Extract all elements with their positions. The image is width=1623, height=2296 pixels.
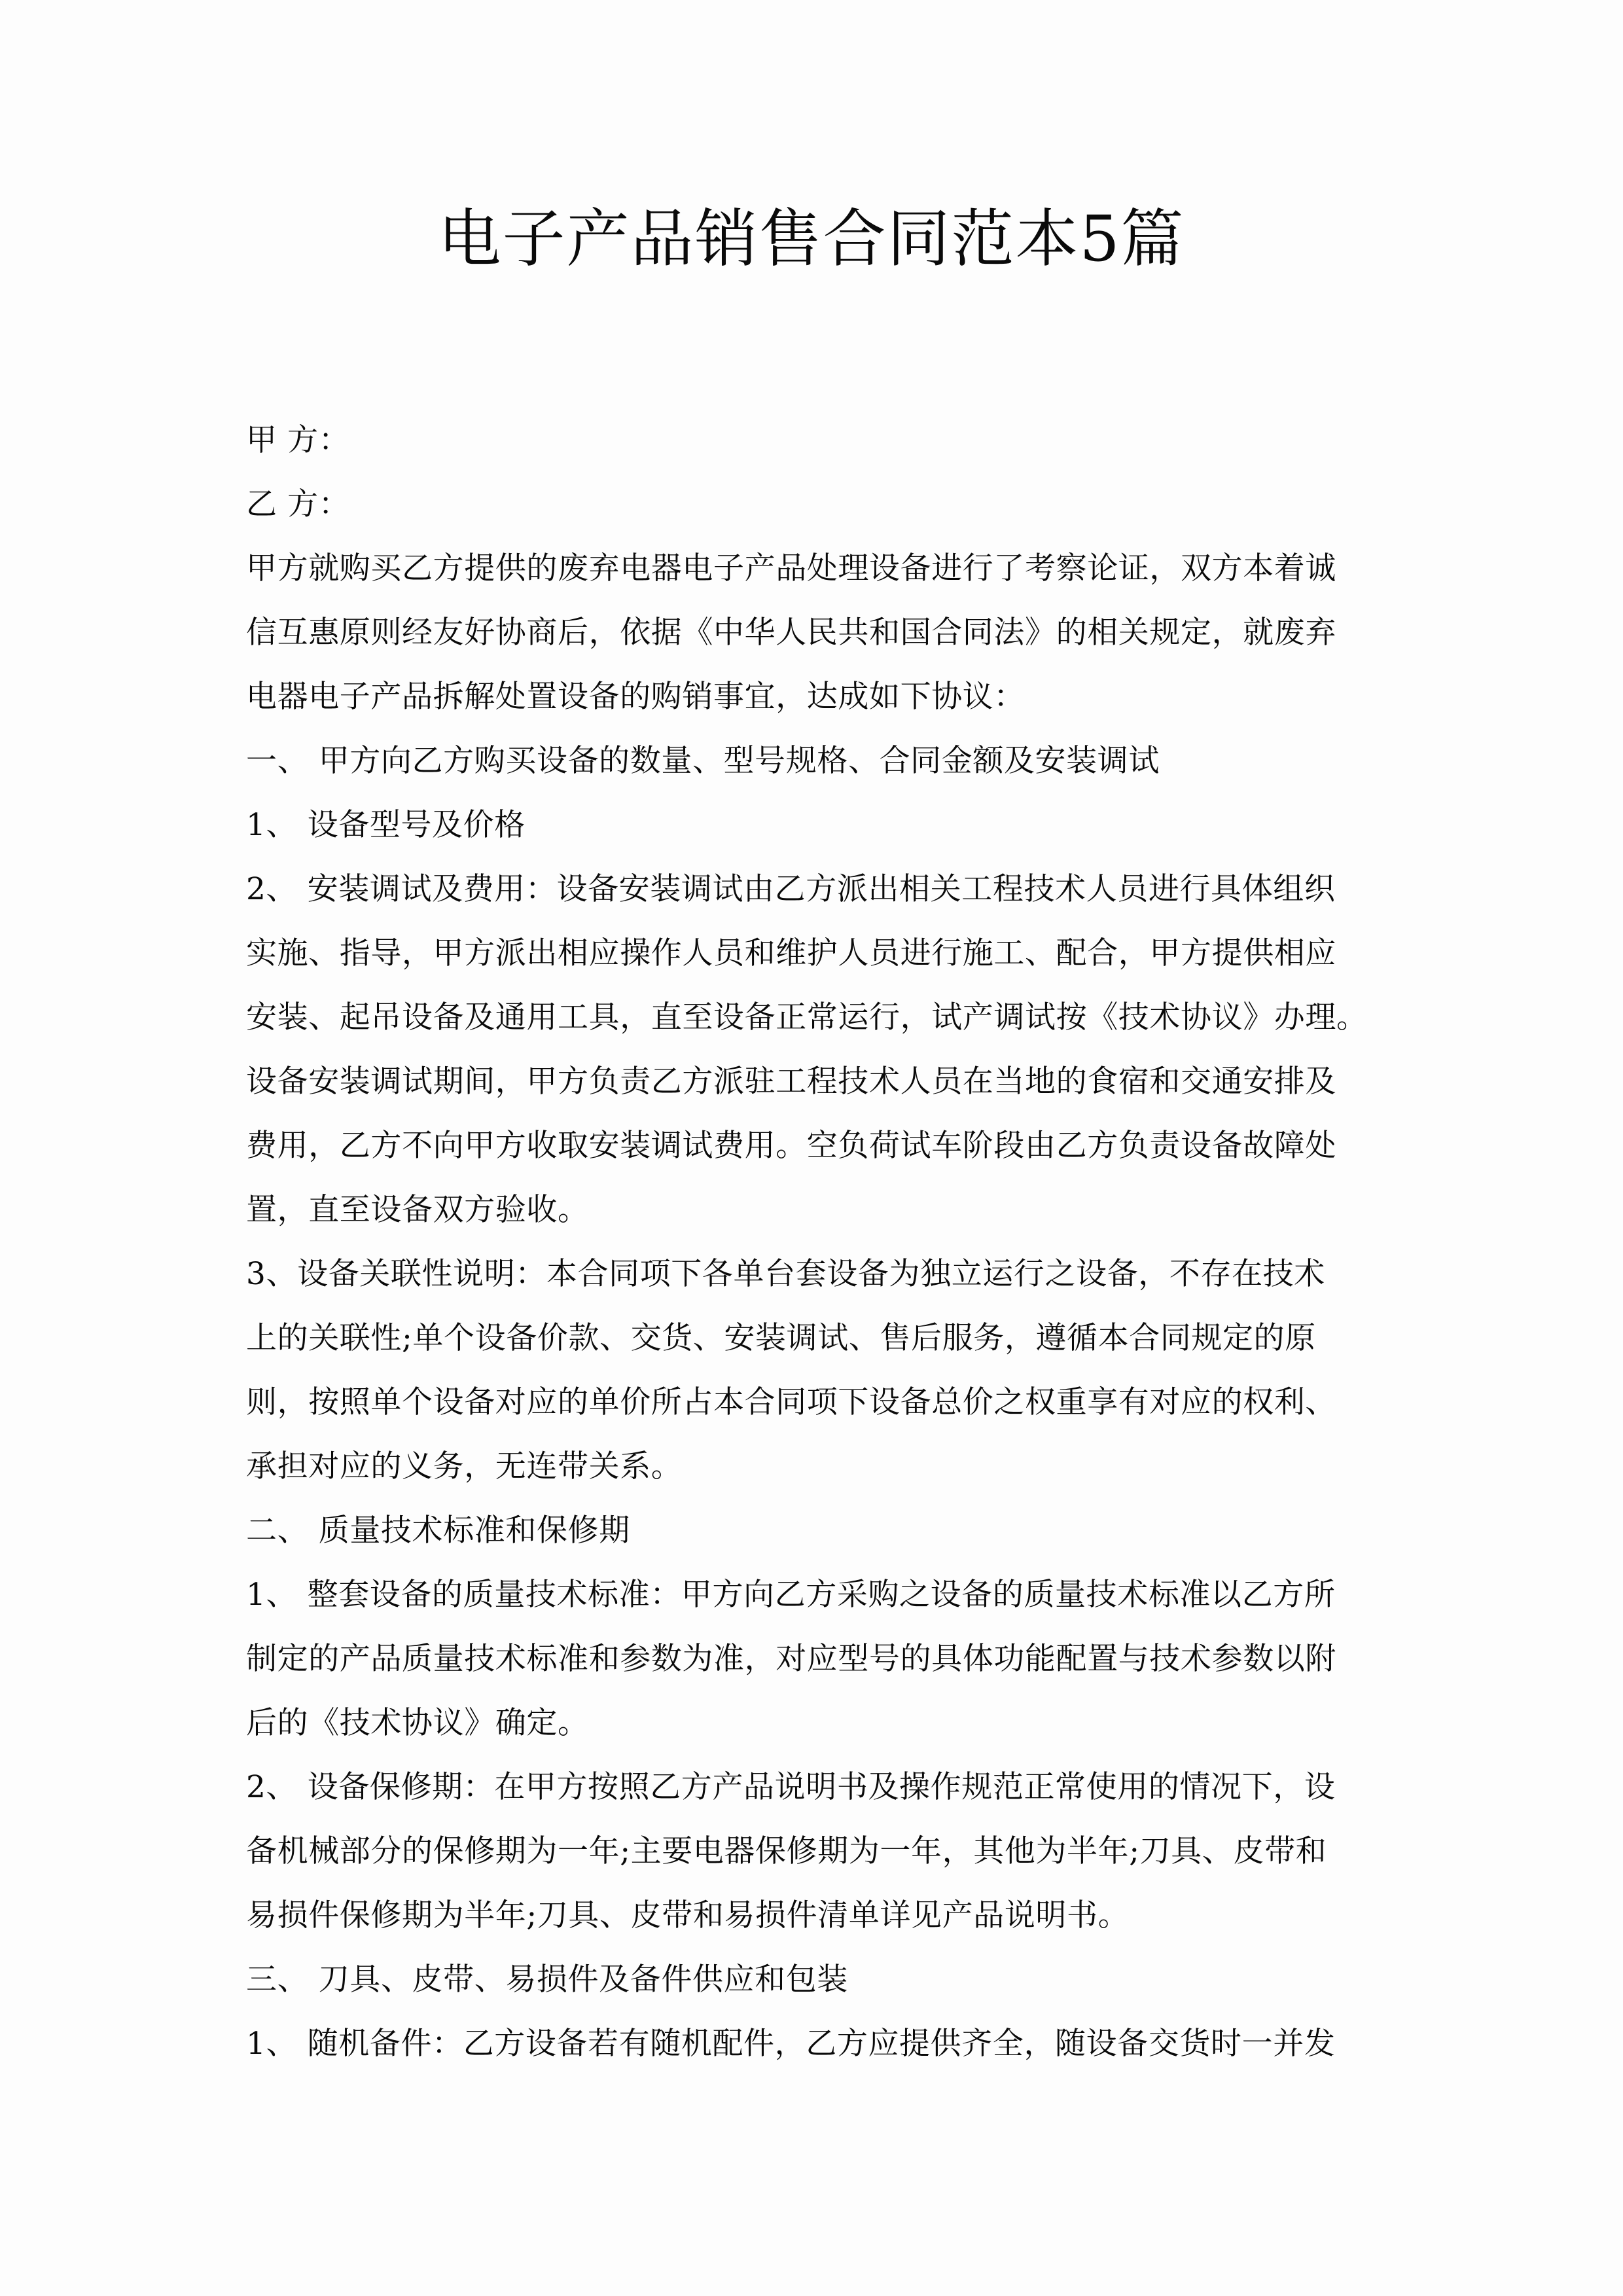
clause-1-3-line: 上的关联性;单个设备价款、交货、安装调试、售后服务，遵循本合同规定的原 — [246, 1320, 1316, 1356]
clause-1-3-line: 则，按照单个设备对应的单价所占本合同项下设备总价之权重享有对应的权利、 — [246, 1384, 1336, 1420]
clause-1-1: 1、 设备型号及价格 — [246, 807, 526, 843]
clause-2-1-line: 后的《技术协议》确定。 — [246, 1705, 589, 1741]
section-heading-2: 二、 质量技术标准和保修期 — [246, 1513, 630, 1549]
preamble-line: 信互惠原则经友好协商后，依据《中华人民共和国合同法》的相关规定，就废弃 — [246, 615, 1336, 651]
party-a-label: 甲 方： — [246, 422, 350, 458]
preamble-line: 电器电子产品拆解处置设备的购销事宜，达成如下协议： — [246, 679, 1025, 715]
clause-1-2-line: 费用，乙方不向甲方收取安装调试费用。空负荷试车阶段由乙方负责设备故障处 — [246, 1128, 1336, 1164]
clause-3-1-line: 1、 随机备件：乙方设备若有随机配件，乙方应提供齐全，随设备交货时一并发 — [246, 2026, 1336, 2062]
clause-2-1-line: 1、 整套设备的质量技术标准：甲方向乙方采购之设备的质量技术标准以乙方所 — [246, 1577, 1336, 1613]
document-title: 电子产品销售合同范本5篇 — [438, 202, 1185, 276]
document-body — [246, 408, 1398, 2076]
clause-1-2-line: 实施、指导，甲方派出相应操作人员和维护人员进行施工、配合，甲方提供相应 — [246, 935, 1336, 971]
clause-1-2-line: 安装、起吊设备及通用工具，直至设备正常运行，试产调试按《技术协议》办理。 — [246, 999, 1368, 1035]
clause-2-1-line: 制定的产品质量技术标准和参数为准，对应型号的具体功能配置与技术参数以附 — [246, 1641, 1336, 1677]
clause-2-2-line: 易损件保修期为半年;刀具、皮带和易损件清单详见产品说明书。 — [246, 1897, 1130, 1933]
clause-2-2-line: 备机械部分的保修期为一年;主要电器保修期为一年，其他为半年;刀具、皮带和 — [246, 1833, 1327, 1869]
clause-1-3-line: 承担对应的义务，无连带关系。 — [246, 1448, 683, 1484]
clause-1-3-line: 3、设备关联性说明：本合同项下各单台套设备为独立运行之设备，不存在技术 — [246, 1256, 1325, 1292]
clause-1-2-line: 置，直至设备双方验收。 — [246, 1192, 589, 1228]
party-b-label: 乙 方： — [246, 486, 350, 522]
clause-2-2-line: 2、 设备保修期：在甲方按照乙方产品说明书及操作规范正常使用的情况下，设 — [246, 1769, 1336, 1805]
section-heading-1: 一、 甲方向乙方购买设备的数量、型号规格、合同金额及安装调试 — [246, 743, 1160, 779]
section-heading-3: 三、 刀具、皮带、易损件及备件供应和包装 — [246, 1962, 848, 1998]
clause-1-2-line: 2、 安装调试及费用：设备安装调试由乙方派出相关工程技术人员进行具体组织 — [246, 871, 1336, 907]
preamble-line: 甲方就购买乙方提供的废弃电器电子产品处理设备进行了考察论证，双方本着诚 — [246, 550, 1336, 586]
clause-1-2-line: 设备安装调试期间，甲方负责乙方派驻工程技术人员在当地的食宿和交通安排及 — [246, 1064, 1336, 1100]
